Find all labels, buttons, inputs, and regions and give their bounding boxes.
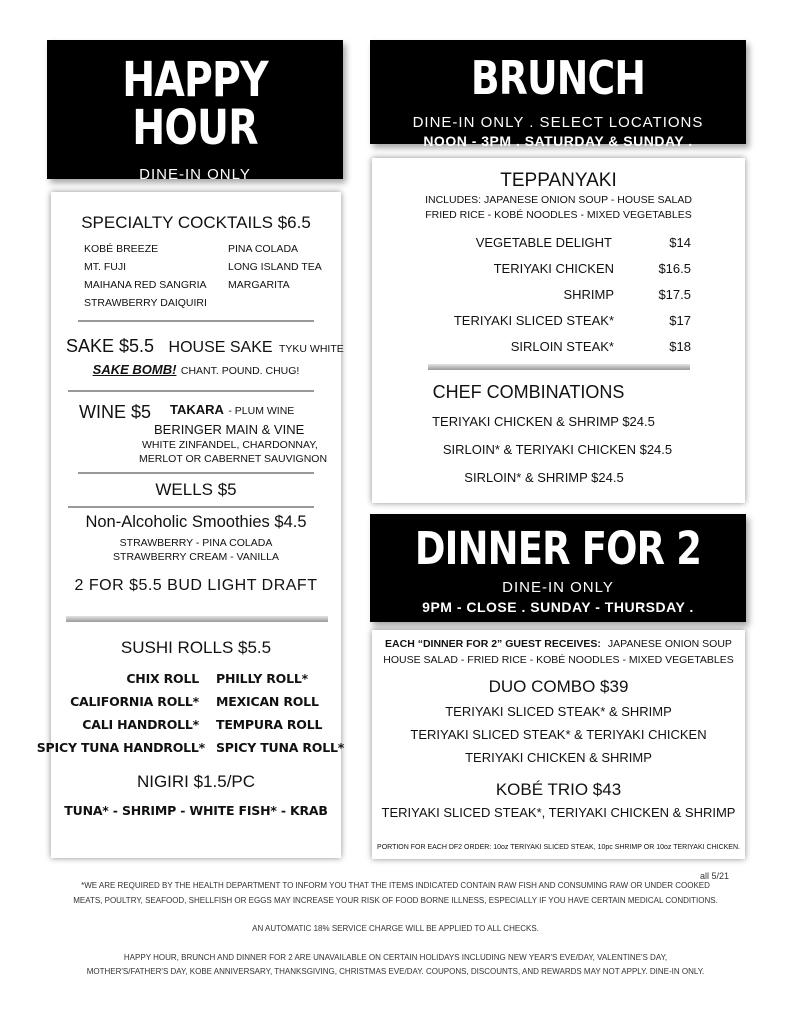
section-divider [66, 616, 328, 622]
takara-label: TAKARA [170, 402, 224, 417]
version-note: all 5/21 [700, 871, 730, 881]
portion-note: PORTION FOR EACH DF2 ORDER: 10oz TERIYAKI SLICED STEAK, 10pc SHRIMP OR 10oz TERIYAKI CHICKEN. [377, 844, 740, 851]
dinner-receives-line [372, 638, 745, 650]
kobe-trio-heading: KOBÉ TRIO $43 [495, 780, 622, 799]
cocktails-heading: SPECIALTY COCKTAILS $6.5 [81, 213, 311, 232]
sake-line [66, 336, 344, 357]
nigiri-items: TUNA* - SHRIMP - WHITE FISH* - KRAB [64, 803, 328, 818]
sushi-heading: SUSHI ROLLS $5.5 [120, 638, 272, 657]
teppanyaki-price: $14 [669, 235, 691, 250]
dinner-hours: 9PM - CLOSE . SUNDAY - THURSDAY . [422, 599, 694, 615]
section-divider [428, 364, 690, 370]
dinner-banner [370, 514, 746, 622]
cocktail-item: PINA COLADA [228, 243, 299, 255]
brunch-subtitle: DINE-IN ONLY . SELECT LOCATIONS [412, 114, 704, 131]
sushi-item: SPICY TUNA HANDROLL* [36, 740, 205, 755]
teppanyaki-includes: FRIED RICE - KOBÉ NOODLES - MIXED VEGETABLES [425, 209, 692, 221]
sake-bomb-text: CHANT. POUND. CHUG! [180, 365, 300, 377]
divider [68, 506, 314, 508]
sake-brand: TYKU WHITE [279, 343, 344, 355]
brunch-hours: NOON - 3PM . SATURDAY & SUNDAY . [423, 133, 693, 149]
teppanyaki-item: TERIYAKI SLICED STEAK* [453, 313, 614, 328]
holiday-note: MOTHER'S/FATHER'S DAY, KOBE ANNIVERSARY, THANKSGIVING, CHRISTMAS EVE/DAY. COUPONS, DISCOUNTS, AND REWARDS MAY NOT APPLY. DINE-IN ONLY. [86, 967, 705, 976]
sake-bomb: SAKE BOMB! [92, 362, 177, 377]
receives-soup: JAPANESE ONION SOUP [607, 638, 732, 650]
cocktail-item: STRAWBERRY DAIQUIRI [84, 297, 207, 309]
smoothie-items: STRAWBERRY CREAM - VANILLA [113, 551, 279, 563]
smoothie-items: STRAWBERRY - PINA COLADA [119, 537, 273, 549]
sushi-item: CALI HANDROLL* [82, 717, 199, 732]
duo-combo-heading: DUO COMBO $39 [488, 677, 629, 696]
wells-price: WELLS $5 [155, 480, 237, 499]
happy-hour-title: HAPPY HOUR [122, 52, 268, 156]
divider [78, 472, 314, 474]
dinner-subtitle: DINE-IN ONLY [502, 579, 614, 596]
wine-price: WINE $5 [79, 402, 152, 422]
sushi-item: MEXICAN ROLL [216, 694, 319, 709]
cocktail-item: KOBÉ BREEZE [84, 243, 159, 255]
divider [68, 390, 314, 392]
sushi-item: SPICY TUNA ROLL* [216, 740, 345, 755]
sushi-item: TEMPURA ROLL [216, 717, 323, 732]
bud-light-special: 2 FOR $5.5 BUD LIGHT DRAFT [74, 577, 318, 594]
sake-price: SAKE $5.5 [66, 336, 155, 356]
teppanyaki-item: TERIYAKI CHICKEN [493, 261, 614, 276]
teppanyaki-price: $16.5 [658, 261, 691, 276]
sushi-item: CHIX ROLL [126, 671, 199, 686]
nigiri-heading: NIGIRI $1.5/PC [136, 772, 256, 791]
happy-hour-banner [47, 40, 343, 183]
combo-item: SIRLOIN* & TERIYAKI CHICKEN $24.5 [442, 442, 673, 457]
brunch-banner [370, 40, 746, 149]
cocktail-item: MARGARITA [228, 279, 290, 291]
holiday-note: HAPPY HOUR, BRUNCH AND DINNER FOR 2 ARE UNAVAILABLE ON CERTAIN HOLIDAYS INCLUDING NEW YEAR'S EVE/DAY, VALENTINE'S DAY, [123, 953, 668, 962]
teppanyaki-item: VEGETABLE DELIGHT [475, 235, 612, 250]
teppanyaki-price: $17 [669, 313, 691, 328]
raw-food-warning: MEATS, POULTRY, SEAFOOD, SHELLFISH OR EGGS MAY INCREASE YOUR RISK OF FOOD BORNE ILLNESS, ESPECIALLY IF YOU HAVE CERTAIN MEDICAL CONDITIONS. [73, 896, 718, 905]
sushi-item: PHILLY ROLL* [216, 671, 308, 686]
duo-item: TERIYAKI CHICKEN & SHRIMP [465, 750, 652, 765]
teppanyaki-includes: INCLUDES: JAPANESE ONION SOUP - HOUSE SALAD [425, 194, 692, 206]
teppanyaki-price: $18 [669, 339, 691, 354]
dinner-title: DINNER FOR 2 [414, 522, 702, 575]
brunch-title: BRUNCH [470, 51, 646, 105]
teppanyaki-item: SHRIMP [563, 287, 614, 302]
receives-label: EACH “DINNER FOR 2” GUEST RECEIVES: [385, 638, 601, 650]
cocktail-item: MT. FUJI [84, 261, 126, 273]
duo-item: TERIYAKI SLICED STEAK* & TERIYAKI CHICKEN [410, 727, 707, 742]
service-charge-note: AN AUTOMATIC 18% SERVICE CHARGE WILL BE APPLIED TO ALL CHECKS. [252, 924, 539, 933]
trio-items: TERIYAKI SLICED STEAK*, TERIYAKI CHICKEN & SHRIMP [381, 805, 736, 820]
house-sake: HOUSE SAKE [168, 339, 273, 356]
wine-varietals: WHITE ZINFANDEL, CHARDONNAY, [142, 439, 318, 451]
raw-food-warning: *WE ARE REQUIRED BY THE HEALTH DEPARTMENT TO INFORM YOU THAT THE ITEMS INDICATED CONTAIN RAW FISH AND CONSUMING RAW OR UNDER COOKED [81, 881, 710, 890]
cocktail-item: LONG ISLAND TEA [228, 261, 322, 273]
sushi-item: CALIFORNIA ROLL* [70, 694, 199, 709]
duo-item: TERIYAKI SLICED STEAK* & SHRIMP [445, 704, 672, 719]
takara-line [170, 401, 294, 419]
divider [78, 320, 314, 322]
cocktail-item: MAIHANA RED SANGRIA [84, 279, 207, 291]
takara-desc: - PLUM WINE [228, 405, 295, 417]
smoothies-heading: Non-Alcoholic Smoothies $4.5 [85, 513, 307, 531]
receives-sides: HOUSE SALAD - FRIED RICE - KOBÉ NOODLES - MIXED VEGETABLES [383, 654, 734, 666]
wine-varietals: MERLOT OR CABERNET SAUVIGNON [139, 453, 328, 465]
teppanyaki-heading: TEPPANYAKI [500, 170, 617, 191]
teppanyaki-price: $17.5 [658, 287, 691, 302]
sake-bomb-line [51, 361, 341, 379]
combo-item: SIRLOIN* & SHRIMP $24.5 [464, 470, 624, 485]
combo-item: TERIYAKI CHICKEN & SHRIMP $24.5 [432, 414, 655, 429]
beringer-label: BERINGER MAIN & VINE [154, 422, 305, 437]
chef-combos-heading: CHEF COMBINATIONS [432, 382, 625, 402]
teppanyaki-item: SIRLOIN STEAK* [510, 339, 614, 354]
happy-hour-subtitle: DINE-IN ONLY [139, 166, 251, 183]
